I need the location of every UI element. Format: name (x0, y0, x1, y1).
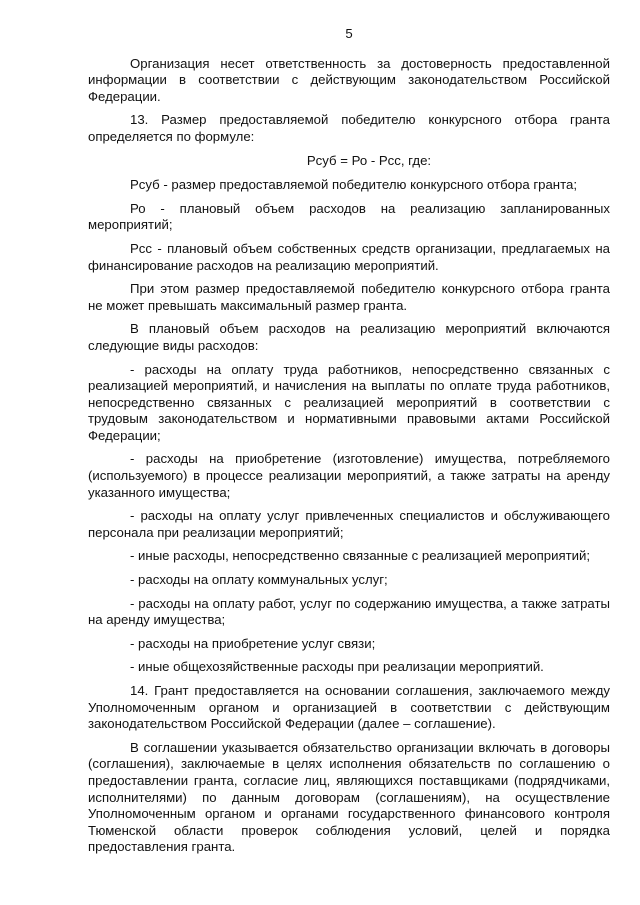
paragraph-responsibility: Организация несет ответственность за достоверность предоставленной информации в соответствии с действующим законодательством Российской Федерации. (88, 55, 610, 104)
list-item-specialist-services: - расходы на оплату услуг привлеченных специалистов и обслуживающего персонала при реализации мероприятий; (88, 508, 610, 540)
list-item-labor-costs: - расходы на оплату труда работников, непосредственно связанных с реализацией мероприятий, и начисления на выплаты по оплате труда работников, непосредственно связанных с реализацией мероприятий в соответствии с трудовым законодательством и нормативными правовыми актами Российской Федерации; (88, 361, 610, 443)
list-item-communication: - расходы на приобретение услуг связи; (130, 635, 376, 651)
list-item-maintenance: - расходы на оплату работ, услуг по содержанию имущества, а также затраты на аренду имущества; (88, 595, 610, 628)
page-number: 5 (345, 26, 353, 41)
list-item-property-costs: - расходы на приобретение (изготовление) имущества, потребляемого (используемого) в процессе реализации мероприятий, а также затраты на аренду указанного имущества; (88, 451, 610, 500)
definition-ro: Ро - плановый объем расходов на реализацию запланированных мероприятий; (88, 200, 610, 233)
list-item-other-costs: - иные расходы, непосредственно связанные с реализацией мероприятий; (130, 548, 591, 564)
paragraph-14-agreement: 14. Грант предоставляется на основании соглашения, заключаемого между Уполномоченным органом и организацией в соответствии с действующим законодательством Российской Федерации (далее – соглашение). (88, 683, 610, 732)
paragraph-13-grant-size: 13. Размер предоставляемой победителю конкурсного отбора гранта определяется по формуле: (88, 112, 610, 144)
paragraph-agreement-obligations: В соглашении указывается обязательство организации включать в договоры (соглашения), заключаемые в целях исполнения обязательств по соглашению о предоставлении гранта, согласие лиц, являющихся поставщиками (подрядчиками, исполнителями) по данным договорам (соглашениям), на осуществление Уполномоченным органом и органами государственного финансового контроля Тюменской области проверок соблюдения условий, целей и порядка предоставления гранта. (88, 739, 610, 855)
list-item-general-costs: - иные общехозяйственные расходы при реализации мероприятий. (130, 659, 544, 675)
definition-rsub: Рсуб - размер предоставляемой победителю конкурсного отбора гранта; (130, 177, 577, 193)
grant-formula: Рсуб = Ро - Рсс, где: (306, 152, 432, 168)
definition-rss: Рсс - плановый объем собственных средств организации, предлагаемых на финансирование расходов на реализацию мероприятий. (88, 240, 610, 273)
paragraph-expense-types: В плановый объем расходов на реализацию мероприятий включаются следующие виды расходов: (88, 321, 610, 353)
paragraph-max-grant: При этом размер предоставляемой победителю конкурсного отбора гранта не может превышать максимальный размер гранта. (88, 281, 610, 313)
document-page (88, 26, 610, 863)
list-item-utilities: - расходы на оплату коммунальных услуг; (130, 572, 388, 588)
